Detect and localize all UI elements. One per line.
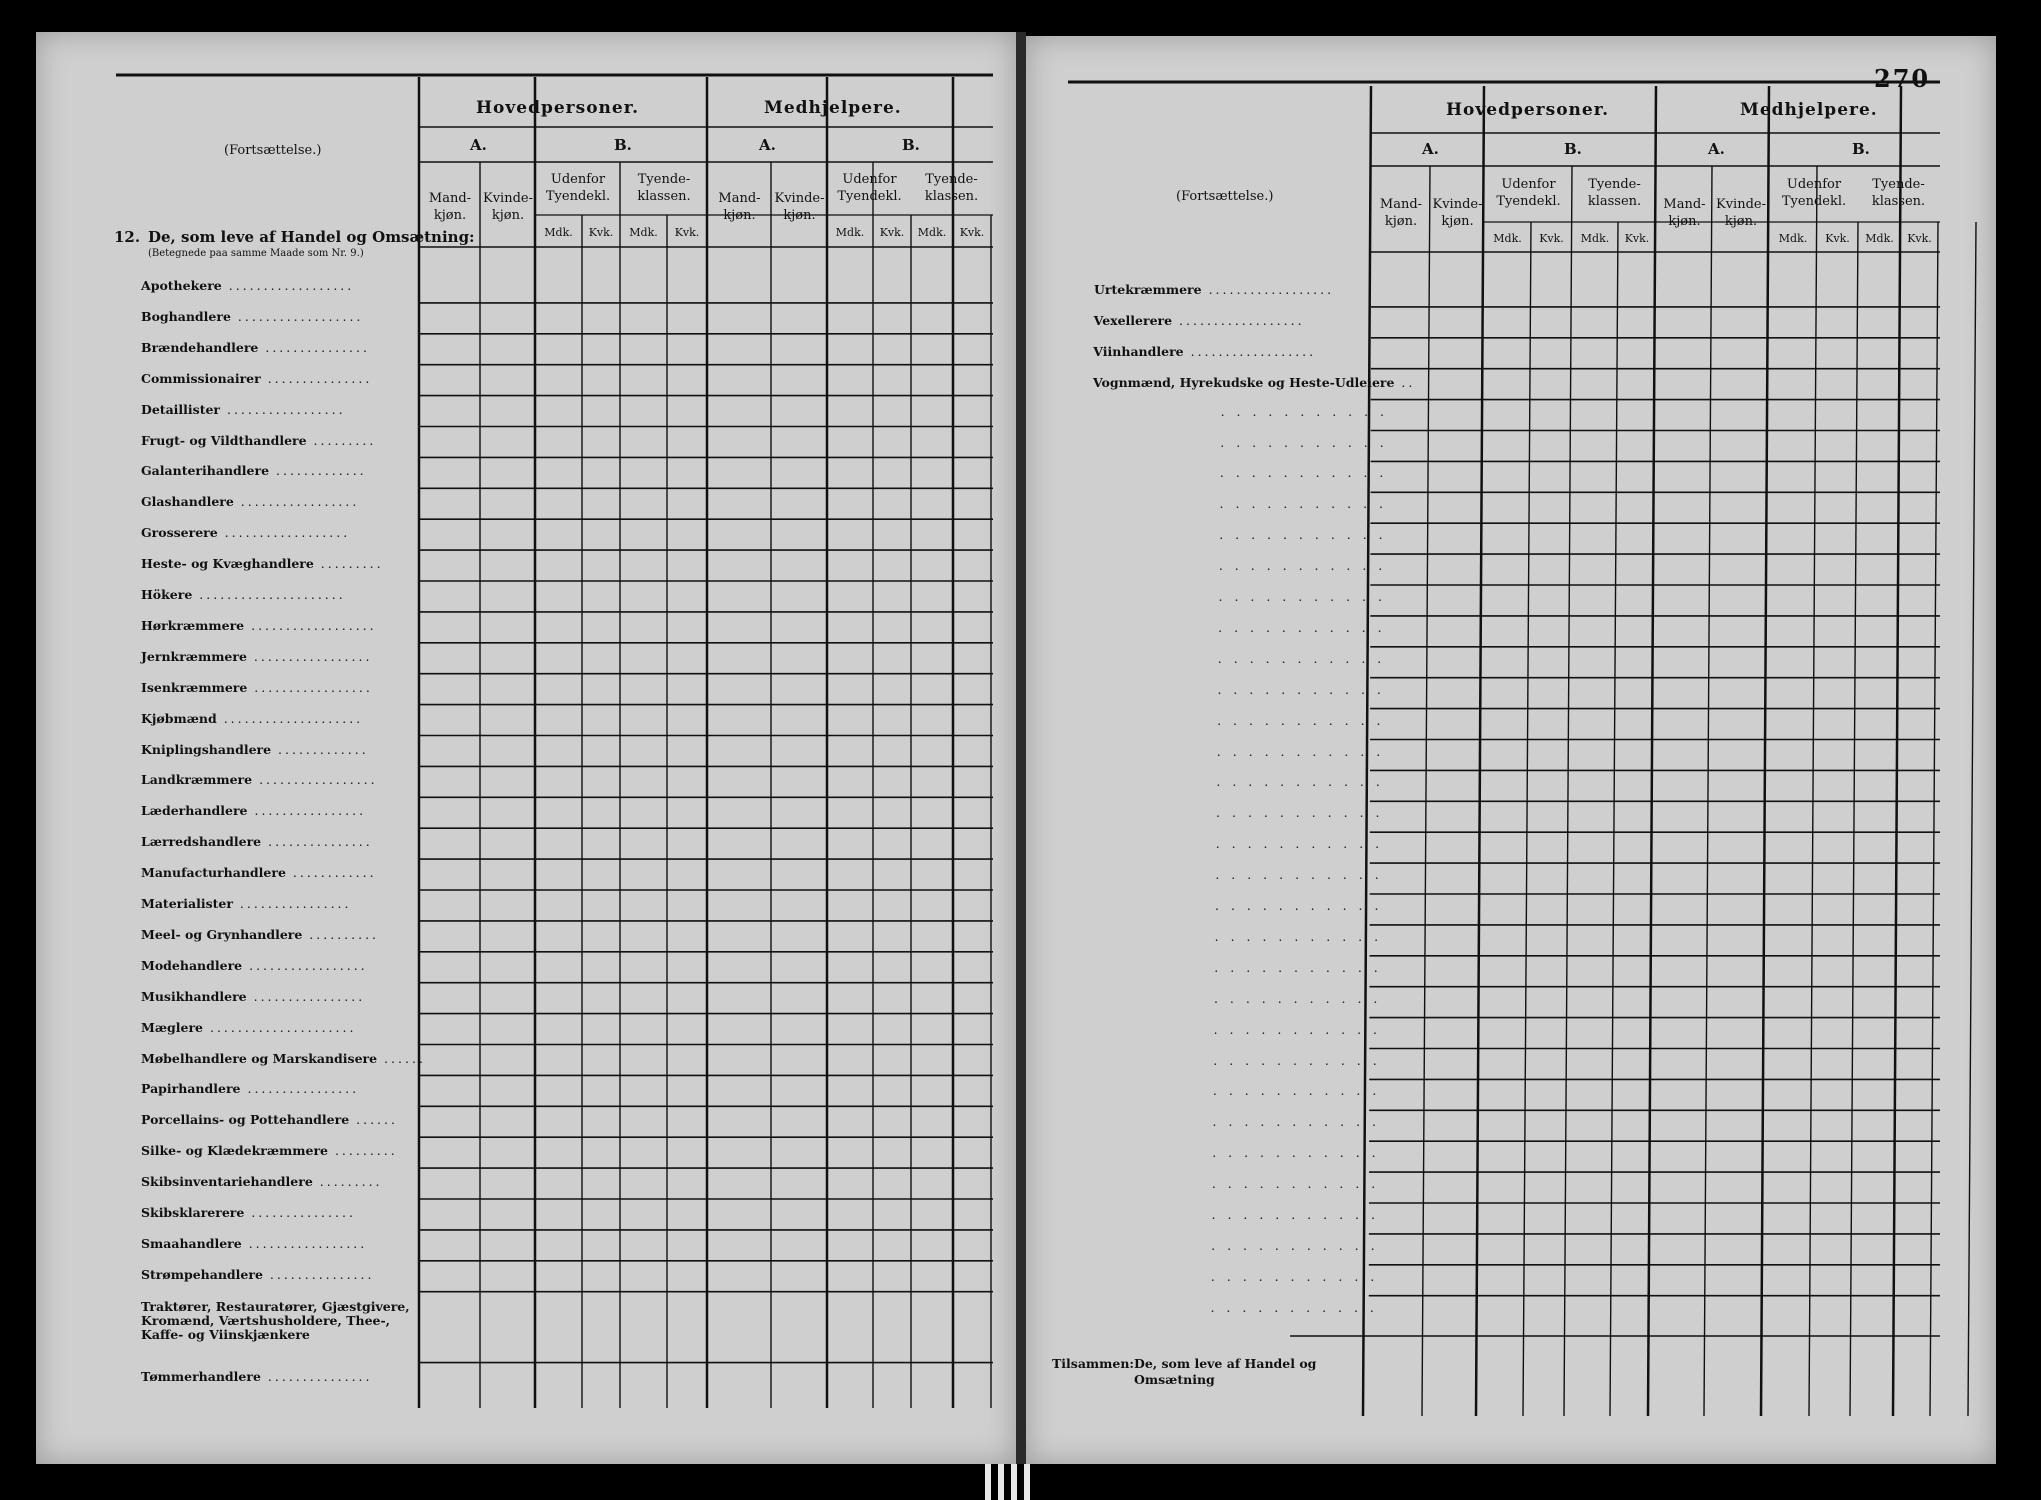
row-label xyxy=(141,1112,398,1127)
row-label xyxy=(141,556,384,571)
dot-leader: .................. xyxy=(230,308,364,324)
dot-leader: ................. xyxy=(247,679,373,695)
blank-row-dots: . . . . . . . . . . . xyxy=(1213,1021,1382,1037)
header-kvk: Kvk. xyxy=(1907,232,1932,245)
dot-leader: ...... xyxy=(377,1050,426,1066)
header-mdk: Mdk. xyxy=(1865,232,1894,245)
left-page xyxy=(36,32,1016,1464)
binding-tab xyxy=(1011,1464,1017,1500)
blank-row-dots: . . . . . . . . . . . xyxy=(1217,650,1386,666)
dot-leader: .......... xyxy=(302,926,380,942)
row-label-text: Boghandlere xyxy=(141,308,231,324)
column-rule xyxy=(1930,222,1938,1416)
blank-row-dots: . . . . . . . . . . . xyxy=(1211,1176,1380,1192)
dot-leader: ................. xyxy=(233,494,360,510)
section-number: 12. xyxy=(114,228,141,246)
header-mdk: Mdk. xyxy=(917,226,947,239)
row-label xyxy=(141,463,367,478)
blank-row-dots: . . . . . . . . . . . xyxy=(1217,681,1385,697)
dot-leader: ............. xyxy=(271,741,369,757)
blank-row-dots: . . . . . . . . . . . xyxy=(1220,403,1389,419)
header-mdk: Mdk. xyxy=(1778,232,1808,245)
row-label xyxy=(141,989,365,1004)
header-b: B. xyxy=(614,136,632,154)
dot-leader: .................... xyxy=(216,710,364,726)
header-mdk: Mdk. xyxy=(544,226,573,239)
dot-leader: ............... xyxy=(244,1205,356,1220)
header-b: B. xyxy=(1564,140,1582,158)
book-spine xyxy=(1016,32,1026,1464)
row-label-text: Materialister xyxy=(141,896,233,911)
row-label-text: Viinhandlere xyxy=(1093,343,1184,359)
header-b: B. xyxy=(1852,140,1870,158)
row-label-text: Glashandlere xyxy=(141,494,234,510)
row-label xyxy=(141,1143,398,1158)
dot-leader: .................. xyxy=(1183,343,1317,359)
section-note: (Betegnede paa samme Maade som Nr. 9.) xyxy=(148,248,364,259)
header-kvinde-kjon: Kvinde- kjøn. xyxy=(1432,197,1483,229)
blank-row-dots: . . . . . . . . . . . xyxy=(1218,558,1387,574)
column-rule xyxy=(1476,86,1484,1416)
row-label-text: Manufacturhandlere xyxy=(141,865,286,881)
blank-row-dots: . . . . . . . . . . . xyxy=(1219,465,1388,481)
row-label-text: Silke- og Klædekræmmere xyxy=(141,1143,328,1159)
header-mand-kjon: Mand- kjøn. xyxy=(718,191,761,223)
row-label-text: Brændehandlere xyxy=(141,339,259,355)
row-label xyxy=(141,896,352,911)
header-udenfor-tyendekl: Udenfor Tyendekl. xyxy=(837,172,902,204)
row-label-text: Læderhandlere xyxy=(141,803,248,819)
row-label xyxy=(141,371,372,386)
header-kvk: Kvk. xyxy=(959,226,985,239)
column-rule xyxy=(1523,222,1531,1416)
row-label-text: Vognmænd, Hyrekudske og Heste-Udleiere xyxy=(1092,374,1395,390)
header-mdk: Mdk. xyxy=(1580,232,1610,245)
blank-row-dots: . . . . . . . . . . . xyxy=(1219,527,1387,543)
blank-row-dots: . . . . . . . . . . . xyxy=(1215,898,1383,913)
row-label-text: Isenkræmmere xyxy=(141,679,248,695)
blank-row-dots: . . . . . . . . . . . xyxy=(1218,589,1386,604)
header-a: A. xyxy=(759,136,776,154)
row-label xyxy=(141,680,373,695)
header-kvinde-kjon: Kvinde- kjøn. xyxy=(483,191,533,223)
dot-leader: ..................... xyxy=(192,587,346,602)
row-label-text: Heste- og Kvæghandlere xyxy=(141,556,314,572)
total-text: De, som leve af Handel og Omsætning xyxy=(1134,1356,1317,1387)
header-kvinde-kjon: Kvinde- kjøn. xyxy=(1716,197,1766,229)
row-label xyxy=(1094,282,1334,297)
blank-row-dots: . . . . . . . . . . . xyxy=(1218,619,1386,635)
blank-row-dots: . . . . . . . . . . . xyxy=(1210,1299,1378,1315)
row-label-text: Traktører, Restauratører, Gjæstgivere, Kromænd, Værtshusholdere, Thee-, Kaffe- og Viinskjænkere xyxy=(141,1298,410,1342)
row-label-text: Hökere xyxy=(141,587,193,602)
row-label xyxy=(141,525,350,540)
row-label-text: Galanterihandlere xyxy=(141,463,270,479)
dot-leader: ............... xyxy=(258,339,370,355)
header-mdk: Mdk. xyxy=(1493,232,1522,245)
row-label-text: Jernkræmmere xyxy=(141,648,247,664)
row-label xyxy=(141,742,369,757)
row-label xyxy=(141,1369,373,1384)
binding-tab xyxy=(985,1464,991,1500)
column-rule xyxy=(1704,166,1712,1416)
right-page xyxy=(1026,36,1996,1464)
header-kvk: Kvk. xyxy=(588,226,614,239)
dot-leader: ......... xyxy=(313,556,384,572)
continuation-label: (Fortsættelse.) xyxy=(224,143,322,158)
header-udenfor-tyendekl: Udenfor Tyendekl. xyxy=(545,172,611,204)
row-label-text: Lærredshandlere xyxy=(141,834,262,850)
row-label xyxy=(141,433,376,448)
header-tyende-klassen: Tyende- klassen. xyxy=(1871,177,1926,209)
column-rule xyxy=(1610,222,1618,1416)
dot-leader: ......... xyxy=(327,1143,398,1159)
row-label xyxy=(141,1236,367,1251)
row-label xyxy=(141,309,363,324)
dot-leader: ............ xyxy=(285,865,377,881)
dot-leader: ................. xyxy=(241,1235,368,1251)
dot-leader: .................. xyxy=(1201,282,1335,297)
section-title: De, som leve af Handel og Omsætning: xyxy=(148,228,475,246)
row-label-text: Kjøbmænd xyxy=(141,710,217,726)
dot-leader: ................ xyxy=(247,803,367,819)
column-rule xyxy=(1422,166,1430,1416)
row-label xyxy=(141,278,354,293)
header-b: B. xyxy=(902,136,920,154)
dot-leader: ................ xyxy=(240,1081,360,1097)
blank-row-dots: . . . . . . . . . . . xyxy=(1216,743,1385,759)
blank-row-dots: . . . . . . . . . . . xyxy=(1217,712,1385,728)
row-label xyxy=(141,772,378,787)
row-label xyxy=(141,1174,383,1189)
row-label-text: Skibsinventariehandlere xyxy=(141,1174,313,1190)
row-label xyxy=(141,1267,374,1282)
row-label-text: Grosserere xyxy=(141,525,218,541)
dot-leader: ................. xyxy=(220,401,346,417)
row-label-text: Musikhandlere xyxy=(141,988,247,1004)
row-label xyxy=(141,711,363,726)
total-label: Tilsammen: xyxy=(1052,1356,1135,1371)
header-a: A. xyxy=(1708,140,1725,158)
header-mand-kjon: Mand- kjøn. xyxy=(428,191,472,223)
header-a: A. xyxy=(1422,140,1439,158)
dot-leader: .................. xyxy=(244,617,377,633)
row-label xyxy=(1093,375,1415,390)
header-tyende-klassen: Tyende- klassen. xyxy=(637,172,691,204)
dot-leader: ................. xyxy=(252,772,378,788)
header-udenfor-tyendekl: Udenfor Tyendekl. xyxy=(1496,177,1561,209)
dot-leader: .................. xyxy=(221,278,355,293)
blank-row-dots: . . . . . . . . . . . xyxy=(1210,1268,1379,1284)
blank-row-dots: . . . . . . . . . . . xyxy=(1216,805,1384,821)
dot-leader: ............... xyxy=(262,1266,375,1282)
row-label-text: Tømmerhandlere xyxy=(141,1368,261,1384)
row-label-text: Modehandlere xyxy=(141,957,243,973)
dot-leader: ............. xyxy=(269,463,367,479)
binding-tab xyxy=(1024,1464,1030,1500)
column-rule xyxy=(1564,166,1572,1416)
row-label xyxy=(141,1081,359,1096)
header-mand-kjon: Mand- kjøn. xyxy=(1379,197,1423,229)
row-label xyxy=(141,587,346,602)
blank-row-dots: . . . . . . . . . . . xyxy=(1213,990,1382,1006)
continuation-label: (Fortsættelse.) xyxy=(1176,189,1274,204)
row-label-text: Landkræmmere xyxy=(141,772,253,788)
row-label xyxy=(141,340,370,355)
header-tyende-klassen: Tyende- klassen. xyxy=(1587,177,1642,209)
column-rule xyxy=(1968,222,1976,1416)
blank-row-dots: . . . . . . . . . . . xyxy=(1212,1145,1380,1161)
blank-row-dots: . . . . . . . . . . . xyxy=(1214,928,1383,944)
row-label xyxy=(141,402,346,417)
row-label-text: Møbelhandlere og Marskandisere xyxy=(141,1050,378,1066)
row-label-text: Frugt- og Vildthandlere xyxy=(141,432,307,448)
header-kvk: Kvk. xyxy=(879,226,905,239)
dot-leader: ...... xyxy=(349,1112,398,1128)
header-kvk: Kvk. xyxy=(1539,232,1564,245)
row-label xyxy=(1093,344,1316,359)
header-mand-kjon: Mand- kjøn. xyxy=(1663,197,1706,229)
blank-row-dots: . . . . . . . . . . . xyxy=(1211,1237,1379,1253)
header-udenfor-tyendekl: Udenfor Tyendekl. xyxy=(1781,177,1847,209)
row-label xyxy=(1094,313,1305,328)
row-label-text: Commissionairer xyxy=(141,370,261,386)
header-medhjelpere: Medhjelpere. xyxy=(1740,100,1878,120)
row-label xyxy=(141,927,379,942)
row-label xyxy=(141,649,372,664)
dot-leader: ..................... xyxy=(203,1019,357,1035)
blank-row-dots: . . . . . . . . . . . xyxy=(1220,434,1388,450)
column-rule xyxy=(1648,86,1656,1416)
blank-row-dots: . . . . . . . . . . . xyxy=(1213,1052,1381,1068)
blank-row-dots: . . . . . . . . . . . xyxy=(1212,1114,1380,1130)
row-label-text: Mæglere xyxy=(141,1019,204,1035)
row-label xyxy=(141,834,373,849)
header-kvk: Kvk. xyxy=(1825,232,1850,245)
blank-row-dots: . . . . . . . . . . . xyxy=(1214,959,1382,975)
blank-row-dots: . . . . . . . . . . . xyxy=(1216,774,1384,790)
row-label-text: Skibsklarerere xyxy=(141,1205,245,1220)
dot-leader: ................ xyxy=(232,896,352,911)
row-label xyxy=(141,1051,426,1066)
header-mdk: Mdk. xyxy=(629,226,658,239)
binding-tab xyxy=(998,1464,1004,1500)
header-kvinde-kjon: Kvinde- kjøn. xyxy=(774,191,825,223)
header-medhjelpere: Medhjelpere. xyxy=(764,98,902,118)
dot-leader: .................. xyxy=(217,525,351,541)
row-label-text: Smaahandlere xyxy=(141,1235,242,1251)
right-page-grid xyxy=(1026,36,1996,1464)
blank-row-dots: . . . . . . . . . . . xyxy=(1215,836,1384,852)
header-kvk: Kvk. xyxy=(674,226,700,239)
blank-row-dots: . . . . . . . . . . . xyxy=(1215,867,1383,883)
blank-row-dots: . . . . . . . . . . . xyxy=(1211,1207,1379,1222)
header-mdk: Mdk. xyxy=(835,226,865,239)
header-hovedpersoner: Hovedpersoner. xyxy=(476,98,640,118)
page-number: 270 xyxy=(1874,64,1931,93)
blank-row-dots: . . . . . . . . . . . xyxy=(1212,1083,1381,1099)
column-rule xyxy=(1761,86,1769,1416)
dot-leader: .................. xyxy=(1172,312,1305,328)
row-label-text: Hørkræmmere xyxy=(141,617,245,633)
dot-leader: ................. xyxy=(242,957,368,973)
row-label xyxy=(141,1300,411,1342)
dot-leader: ................. xyxy=(246,648,373,664)
row-label-text: Kniplingshandlere xyxy=(141,741,272,757)
dot-leader: ......... xyxy=(312,1174,383,1190)
row-label xyxy=(141,618,377,633)
row-label xyxy=(141,1020,356,1035)
blank-row-dots: . . . . . . . . . . . xyxy=(1219,496,1387,512)
row-label-text: Strømpehandlere xyxy=(141,1266,263,1282)
header-kvk: Kvk. xyxy=(1624,232,1650,245)
column-rule xyxy=(1850,222,1858,1416)
dot-leader: ............... xyxy=(260,1368,373,1384)
row-label-text: Urtekræmmere xyxy=(1094,282,1202,297)
dot-leader: ............... xyxy=(261,834,373,850)
row-label-text: Papirhandlere xyxy=(141,1081,241,1097)
row-label xyxy=(141,958,368,973)
row-label xyxy=(141,494,359,509)
column-rule xyxy=(1809,166,1817,1416)
header-a: A. xyxy=(470,136,487,154)
row-label-text: Apothekere xyxy=(141,278,222,293)
row-label-text: Vexellerere xyxy=(1093,312,1173,328)
dot-leader: .. xyxy=(1394,374,1416,390)
dot-leader: ................ xyxy=(246,988,366,1004)
row-label-text: Porcellains- og Pottehandlere xyxy=(141,1112,350,1128)
dot-leader: ......... xyxy=(306,432,377,448)
row-label xyxy=(141,1205,356,1220)
row-label xyxy=(141,865,377,880)
header-hovedpersoner: Hovedpersoner. xyxy=(1446,100,1610,120)
column-rule xyxy=(1893,86,1901,1416)
header-tyende-klassen: Tyende- klassen. xyxy=(924,172,979,204)
row-label-text: Detaillister xyxy=(141,401,221,417)
row-label-text: Meel- og Grynhandlere xyxy=(141,926,303,942)
row-label xyxy=(141,803,366,818)
dot-leader: ............... xyxy=(260,370,373,386)
